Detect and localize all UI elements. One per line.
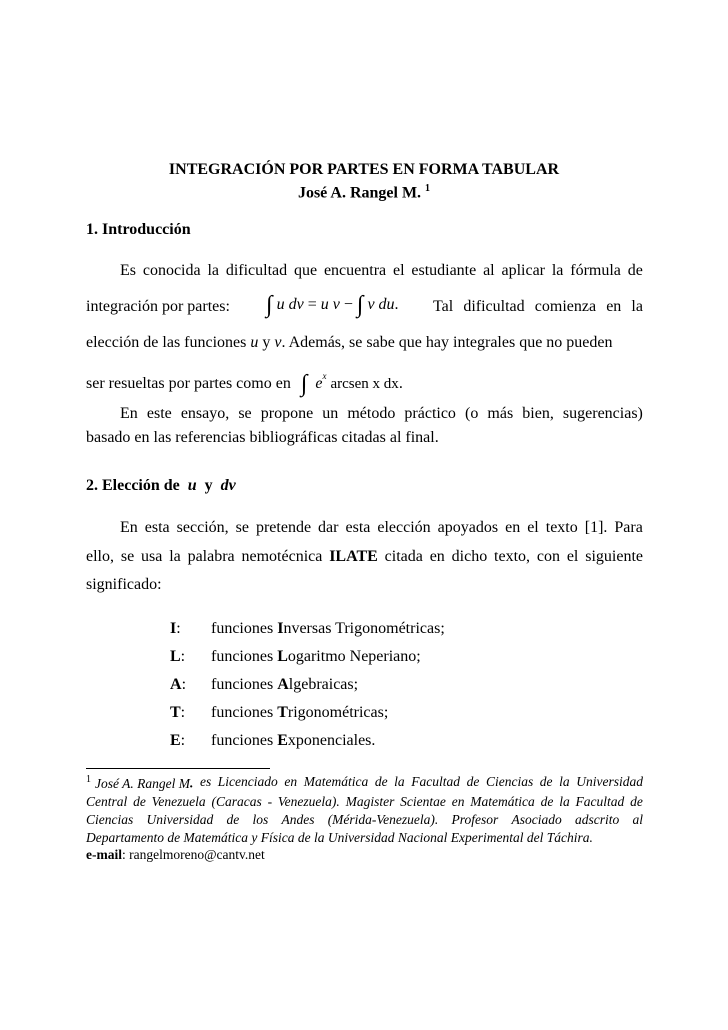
word: más: [487, 405, 514, 422]
section-2-paragraph-line-3: significado:: [86, 576, 162, 593]
footnote-word: de: [226, 812, 240, 827]
integral-sign-icon: ∫: [356, 292, 364, 318]
heading-conjunction: y: [204, 477, 213, 494]
word: un: [322, 405, 339, 422]
line-text: ser resueltas por partes como en: [86, 375, 291, 392]
word: Para: [614, 519, 643, 536]
word: la: [551, 262, 564, 279]
word: En: [120, 405, 138, 422]
footnote-word: de: [466, 774, 480, 789]
heading-text: 2. Elección de: [86, 477, 180, 494]
footnote-word: de: [374, 774, 388, 789]
formula-lhs: u dv: [276, 296, 304, 313]
ilate-key: [170, 648, 185, 666]
footnote-word: en: [451, 794, 465, 809]
ilate-key: [170, 732, 185, 750]
footnote-line-2: [86, 794, 643, 810]
footnote-word: Matemática: [303, 774, 369, 789]
word: el: [527, 519, 539, 536]
footnote-word: -: [267, 794, 273, 809]
word: palabra: [187, 548, 235, 565]
footnote-line-3-words: [86, 812, 643, 828]
word: [1].: [584, 519, 608, 536]
formula-equals: =: [307, 296, 317, 313]
section-1-paragraph-1-line-2: [86, 292, 643, 318]
ilate-desc-prefix: funciones: [211, 732, 278, 749]
word: pretende: [255, 519, 312, 536]
footnote-word: Facultad: [411, 774, 461, 789]
integral-sign-icon: ∫: [300, 371, 308, 397]
word: sugerencias): [562, 405, 643, 422]
exponent-x: x: [322, 370, 327, 381]
footnote-word: Ciencias: [485, 774, 534, 789]
footnote-word: en: [284, 774, 298, 789]
ilate-key-colon: :: [180, 648, 186, 665]
section-2-paragraph-line-1: [120, 519, 643, 537]
word: Es: [120, 262, 136, 279]
ilate-key-colon: :: [180, 704, 186, 721]
word: se: [120, 548, 135, 565]
ilate-key: [170, 620, 181, 638]
word: fórmula: [570, 262, 621, 279]
word: el: [392, 262, 405, 279]
ilate-key-colon: :: [176, 620, 181, 637]
line-words: [86, 548, 643, 566]
ilate-description: [211, 620, 445, 638]
ilate-key: [170, 704, 185, 722]
footnote-author-name: José A. Rangel M: [95, 775, 190, 791]
footnote-word: de: [539, 774, 553, 789]
word: dicho: [451, 548, 488, 565]
ilate-description: [211, 704, 388, 722]
word: aplicar: [501, 262, 545, 279]
word: que: [293, 262, 318, 279]
email-link[interactable]: rangelmoreno@cantv.net: [129, 847, 265, 862]
footnote-word: Universidad: [576, 774, 643, 789]
footnote-word: Scientae: [400, 794, 446, 809]
footnote-word: Licenciado: [217, 774, 278, 789]
footnote-line-1: [86, 774, 643, 792]
word: el: [566, 548, 579, 565]
ilate-description: [211, 676, 358, 694]
footnote-line-1-words: [86, 774, 643, 792]
footnote-word: la: [559, 774, 570, 789]
ilate-key-letter: E: [170, 732, 181, 749]
word: la: [169, 548, 181, 565]
ilate-desc-prefix: funciones: [211, 704, 278, 721]
word: estudiante: [411, 262, 477, 279]
ilate-desc-prefix: funciones: [211, 620, 278, 637]
exponential-e: e: [315, 375, 323, 392]
word: elección: [377, 519, 431, 536]
ilate-desc-prefix: funciones: [211, 648, 278, 665]
line-text-lead: integración por partes:: [86, 298, 230, 315]
word: con: [536, 548, 560, 565]
word: comienza: [534, 298, 597, 315]
footnote-word: Andes: [281, 812, 315, 827]
formula-rhs: v du: [367, 296, 395, 313]
ilate-desc-initial: I: [277, 620, 284, 637]
section-1-paragraph-1-line-3: [86, 334, 613, 352]
word: método: [347, 405, 396, 422]
word: este: [146, 405, 172, 422]
author-footnote-mark: 1: [425, 183, 431, 194]
footnote-word: de: [133, 794, 146, 809]
footnote-word: Asociado: [511, 812, 562, 827]
ilate-desc-rest: lgebraicas;: [288, 676, 359, 693]
word: propone: [260, 405, 314, 422]
ilate-desc-prefix: funciones: [211, 676, 278, 693]
ilate-key-colon: :: [180, 732, 186, 749]
section-1-paragraph-1-line-1: [120, 262, 643, 280]
formula-uv: u v: [320, 296, 340, 313]
ilate-desc-rest: rigonométricas;: [287, 704, 389, 721]
line-text: elección de las funciones: [86, 334, 247, 351]
section-1-heading: 1. Introducción: [86, 221, 191, 238]
section-2-heading: [86, 477, 236, 495]
footnote-word: de: [630, 794, 643, 809]
footnote-line-3: [86, 812, 643, 828]
footnote-word: Profesor: [451, 812, 499, 827]
footnote-word: Universidad: [146, 812, 214, 827]
word: nemotécnica: [241, 548, 323, 565]
ilate-key-colon: :: [181, 676, 187, 693]
line-text: . Además, se sabe que hay integrales que no pueden: [281, 334, 613, 351]
word: encuentra: [323, 262, 387, 279]
section-1-paragraph-2-line-2: basado en las referencias bibliográficas citadas al final.: [86, 429, 439, 446]
word: esta: [144, 519, 170, 536]
footnote-word: la: [394, 774, 405, 789]
word: ello,: [86, 548, 114, 565]
footnote-word: adscrito: [574, 812, 620, 827]
footnote-word: Central: [86, 794, 128, 809]
ilate-desc-rest: xponenciales.: [287, 732, 376, 749]
word: dificultad: [225, 262, 288, 279]
ilate-desc-initial: A: [277, 676, 289, 693]
word: en: [606, 298, 622, 315]
word: la: [631, 298, 643, 315]
word: práctico: [404, 405, 456, 422]
section-2-paragraph-line-2: [86, 548, 643, 566]
footnote-word: Ciencias: [86, 812, 134, 827]
line-period: .: [398, 375, 403, 392]
footnote-word: Facultad: [575, 794, 625, 809]
word: se: [235, 519, 249, 536]
word: se: [238, 405, 252, 422]
word: En: [120, 519, 138, 536]
ilate-key-letter: L: [170, 648, 181, 665]
keyword-ilate: ILATE: [329, 548, 378, 565]
word: de: [627, 262, 643, 279]
word: ensayo,: [180, 405, 230, 422]
word: texto: [545, 519, 578, 536]
integrand-rest: arcsen x dx: [330, 376, 399, 392]
ilate-description: [211, 648, 421, 666]
conjunction-y: y: [262, 334, 271, 351]
word: en: [429, 548, 445, 565]
footnote-word: los: [252, 812, 269, 827]
line-text-tail: [433, 298, 643, 316]
footnote-word: Venezuela).: [277, 794, 340, 809]
word: texto,: [494, 548, 531, 565]
email-label: e-mail: [86, 847, 122, 862]
footnote-word: de: [540, 794, 554, 809]
integration-by-parts-formula: [266, 290, 399, 318]
ilate-desc-rest: ogaritmo Neperiano;: [287, 648, 421, 665]
footnote-word: la: [559, 794, 570, 809]
word: esta: [345, 519, 371, 536]
ilate-desc-initial: E: [277, 732, 288, 749]
footnote-line-2-words: [86, 794, 643, 810]
word: la: [207, 262, 219, 279]
ilate-key: [170, 676, 186, 694]
ilate-description: [211, 732, 375, 750]
ilate-desc-rest: nversas Trigonométricas;: [283, 620, 445, 637]
word: (o: [465, 405, 479, 422]
author-line: [0, 183, 728, 202]
word: sección,: [176, 519, 229, 536]
ilate-desc-initial: T: [277, 704, 288, 721]
footnote-author: [86, 774, 193, 792]
ilate-key-letter: T: [170, 704, 181, 721]
variable-u: u: [250, 334, 259, 351]
heading-variable-u: u: [187, 477, 197, 494]
footnote-word: Magister: [345, 794, 395, 809]
author-name: José A. Rangel M.: [297, 184, 422, 202]
word: apoyados: [437, 519, 499, 536]
ilate-key-letter: A: [170, 676, 182, 693]
footnote-mark: 1: [86, 774, 91, 785]
word: citada: [384, 548, 423, 565]
word: usa: [141, 548, 163, 565]
footnote-word: es: [199, 774, 212, 789]
footnote-author-dot: .: [189, 775, 194, 791]
ilate-desc-initial: L: [277, 648, 288, 665]
email-separator: :: [122, 847, 126, 862]
integral-sign-icon: ∫: [266, 292, 273, 318]
section-1-paragraph-1-line-4: [86, 369, 403, 397]
word: bien,: [522, 405, 554, 422]
word: conocida: [142, 262, 201, 279]
footnote-line-4: Departamento de Matemática y Física de la Universidad Nacional Experimental del Táchira.: [86, 830, 593, 845]
heading-variable-dv: dv: [220, 477, 236, 494]
word: al: [483, 262, 495, 279]
footnote-word: al: [632, 812, 643, 827]
footnote-email-line: [86, 847, 265, 863]
section-1-paragraph-2-line-1: [120, 405, 643, 423]
ilate-key-letter: I: [170, 620, 177, 637]
footnote-word: (Mérida-Venezuela).: [327, 812, 439, 827]
word: siguiente: [585, 548, 643, 565]
footnote-word: (Caracas: [211, 794, 262, 809]
footnote-word: Venezuela: [151, 794, 206, 809]
formula-minus: −: [343, 296, 353, 313]
word: dar: [318, 519, 339, 536]
variable-v: v: [274, 334, 282, 351]
footnote-divider: [86, 768, 270, 769]
document-title: INTEGRACIÓN POR PARTES EN FORMA TABULAR: [168, 161, 560, 178]
word: Tal: [433, 298, 454, 315]
word: dificultad: [463, 298, 525, 315]
footnote-word: Matemática: [470, 794, 535, 809]
word: en: [505, 519, 521, 536]
formula-period: .: [394, 296, 399, 313]
